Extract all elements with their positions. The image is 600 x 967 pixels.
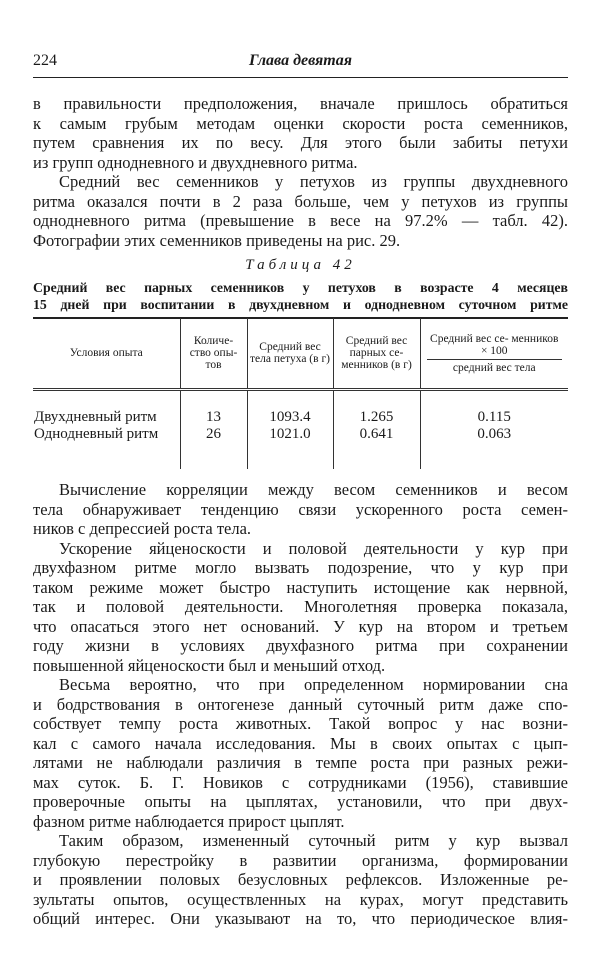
text-line: повышенной яйценоскости был и меньший отход. xyxy=(33,655,386,675)
cell-condition: Двухдневный ритм xyxy=(34,409,157,425)
cell-body-weight: 1021.0 xyxy=(247,426,333,443)
paragraph xyxy=(33,539,568,676)
text-line: лятами не наблюдали различия в темпе роста при разных режи- xyxy=(33,753,568,772)
page-number: 224 xyxy=(33,52,57,69)
text-line: кал с самого начала исследования. Мы в своих опытах с цып- xyxy=(33,733,568,753)
text-line: таком режиме может быстро наступить истощение как нервной, xyxy=(33,577,568,597)
chapter-title: Глава девятая xyxy=(249,52,352,69)
text-line: зультаты опытов, осуществленных на курах, могут представить xyxy=(33,889,568,909)
text-line: году жизни в условиях двухфазного ритма при сохранении xyxy=(33,636,568,655)
table-title-line: 15 дней при воспитании в двухдневном и однодневном суточном ритме xyxy=(33,297,568,312)
text-line: собствует темпу роста животных. Такой вопрос у нас возни- xyxy=(33,714,568,733)
table-row xyxy=(33,426,568,443)
table-row xyxy=(33,409,568,426)
cell-count: 13 xyxy=(180,409,247,426)
text-line: Фотографии этих семенников приведены на рис. 29. xyxy=(33,230,401,250)
text-line: фазном ритме наблюдается прирост цыплят. xyxy=(33,811,345,831)
text-line: из групп однодневного и двухдневного ритма. xyxy=(33,152,358,172)
cell-condition: Однодневный ритм xyxy=(34,426,159,442)
ratio-denominator: средний вес тела xyxy=(452,361,536,374)
header-condition: Условия опыта xyxy=(33,318,180,390)
text-line: и проявлении половых безусловных рефлексов. Изложенные ре- xyxy=(33,870,568,889)
cell-body-weight: 1093.4 xyxy=(247,409,333,426)
header-body-weight: Средний вес тела петуха (в г) xyxy=(247,318,333,390)
text-line: и бодрствования в онтогенезе данный суточный ритм даже спо- xyxy=(33,694,568,714)
text-line: ритма оказался почти в 2 раза больше, чем у петухов из группы xyxy=(33,191,568,211)
header-testes-weight: Средний вес парных се- менников (в г) xyxy=(333,318,420,390)
body-text-bottom xyxy=(33,480,568,929)
text-line: Средний вес семенников у петухов из группы двухдневного xyxy=(59,172,568,191)
text-line: Вычисление корреляции между весом семенников и весом xyxy=(59,480,568,499)
ratio-numerator: Средний вес се- менников × 100 xyxy=(427,333,563,360)
text-line: так и половой деятельности. Многолетняя проверка показала, xyxy=(33,597,568,616)
text-line: двухфазном ритме могло вызвать подозрение, что у кур при xyxy=(33,558,568,577)
table-header-row xyxy=(33,318,568,390)
text-line: Таким образом, измененный суточный ритм у кур вызвал xyxy=(59,831,568,850)
running-header xyxy=(33,52,568,72)
text-line: ников с депрессией роста тела. xyxy=(33,519,252,538)
paragraph xyxy=(33,480,568,539)
cell-testes-weight: 1.265 xyxy=(333,409,420,426)
text-line: к самым грубым методам оценки скорости роста семенников, xyxy=(33,113,568,133)
data-table xyxy=(33,318,568,469)
text-line: глубокую перестройку в развитии организма, формировании xyxy=(33,850,568,870)
cell-testes-weight: 0.641 xyxy=(333,426,420,443)
text-line: Ускорение яйценоскости и половой деятельности у кур при xyxy=(59,538,568,558)
cell-count: 26 xyxy=(180,426,247,443)
paragraph xyxy=(33,172,568,250)
text-line: однодневного ритма (превышение в весе на 97.2% — табл. 42). xyxy=(33,211,568,230)
text-line: мах суток. Б. Г. Новиков с сотрудниками (1956), ставившие xyxy=(33,772,568,792)
header-rule xyxy=(33,77,568,78)
table-caption: Таблица 42 xyxy=(245,257,356,273)
text-line: тела обнаруживает тенденцию связи ускоренного роста семен- xyxy=(33,499,568,519)
body-text-top xyxy=(33,94,568,250)
cell-ratio: 0.115 xyxy=(420,409,568,426)
text-line: путем сравнения их по весу. Для этого были забиты петухи xyxy=(33,133,568,152)
paragraph xyxy=(33,94,568,172)
paragraph xyxy=(33,675,568,831)
text-line: в правильности предположения, вначале пришлось обратиться xyxy=(33,94,568,113)
header-ratio xyxy=(420,318,568,390)
header-count: Количе- ство опы- тов xyxy=(180,318,247,390)
text-line: Весьма вероятно, что при определенном нормировании сна xyxy=(59,675,568,694)
table-title-line: Средний вес парных семенников у петухов в возрасте 4 месяцев xyxy=(33,280,568,295)
paragraph xyxy=(33,831,568,929)
table-title xyxy=(33,279,568,313)
text-line: что опасаться этого нет оснований. У кур на втором и третьем xyxy=(33,616,568,636)
text-line: проверочные опыты на цыплятах, установили, что при двух- xyxy=(33,792,568,811)
text-line: общий интерес. Они указывают на то, что периодическое влия- xyxy=(33,909,568,928)
cell-ratio: 0.063 xyxy=(420,426,568,443)
